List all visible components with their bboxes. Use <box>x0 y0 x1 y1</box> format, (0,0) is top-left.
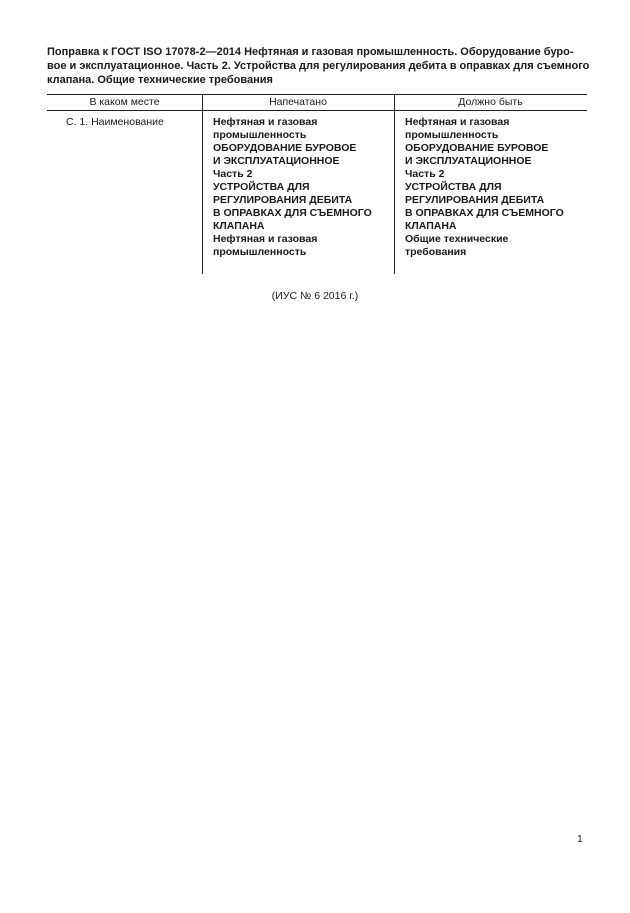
column-divider <box>202 94 203 274</box>
column-header-location: В каком месте <box>89 96 160 108</box>
column-header-should-be: Должно быть <box>458 96 523 108</box>
should-be-line: Часть 2 <box>405 168 445 180</box>
page-number: 1 <box>577 833 583 845</box>
cell-printed <box>213 116 372 259</box>
should-be-line: КЛАПАНА <box>405 220 457 232</box>
printed-line: Нефтяная и газовая <box>213 233 318 245</box>
should-be-line: УСТРОЙСТВА ДЛЯ <box>405 181 502 193</box>
printed-line: КЛАПАНА <box>213 220 265 232</box>
should-be-line: Нефтяная и газовая <box>405 116 510 128</box>
column-divider <box>394 94 395 274</box>
printed-line: Часть 2 <box>213 168 253 180</box>
should-be-line: И ЭКСПЛУАТАЦИОННОЕ <box>405 155 532 167</box>
should-be-line: промышленность <box>405 129 499 141</box>
cell-should-be <box>405 116 564 259</box>
should-be-line: В ОПРАВКАХ ДЛЯ СЪЕМНОГО <box>405 207 564 219</box>
printed-line: ОБОРУДОВАНИЕ БУРОВОЕ <box>213 142 357 154</box>
heading-line: вое и эксплуатационное. Часть 2. Устройства для регулирования дебита в оправках для съемного <box>47 60 590 72</box>
printed-line: РЕГУЛИРОВАНИЯ ДЕБИТА <box>213 194 353 206</box>
table-top-rule <box>47 94 587 95</box>
heading-line: клапана. Общие технические требования <box>47 74 273 86</box>
should-be-line: требования <box>405 246 467 258</box>
printed-line: промышленность <box>213 246 307 258</box>
should-be-line: РЕГУЛИРОВАНИЯ ДЕБИТА <box>405 194 545 206</box>
printed-line: УСТРОЙСТВА ДЛЯ <box>213 181 310 193</box>
table-header-rule <box>47 110 587 111</box>
heading-line: Поправка к ГОСТ ISO 17078-2—2014 Нефтяная и газовая промышленность. Оборудование буро- <box>47 46 574 58</box>
column-header-printed: Напечатано <box>269 96 327 108</box>
should-be-line: Общие технические <box>405 233 509 245</box>
printed-line: В ОПРАВКАХ ДЛЯ СЪЕМНОГО <box>213 207 372 219</box>
printed-line: И ЭКСПЛУАТАЦИОННОЕ <box>213 155 340 167</box>
footnote: (ИУС № 6 2016 г.) <box>271 290 359 302</box>
document-heading <box>47 45 590 87</box>
printed-line: Нефтяная и газовая <box>213 116 318 128</box>
printed-line: промышленность <box>213 129 307 141</box>
cell-location: С. 1. Наименование <box>66 116 164 128</box>
should-be-line: ОБОРУДОВАНИЕ БУРОВОЕ <box>405 142 549 154</box>
